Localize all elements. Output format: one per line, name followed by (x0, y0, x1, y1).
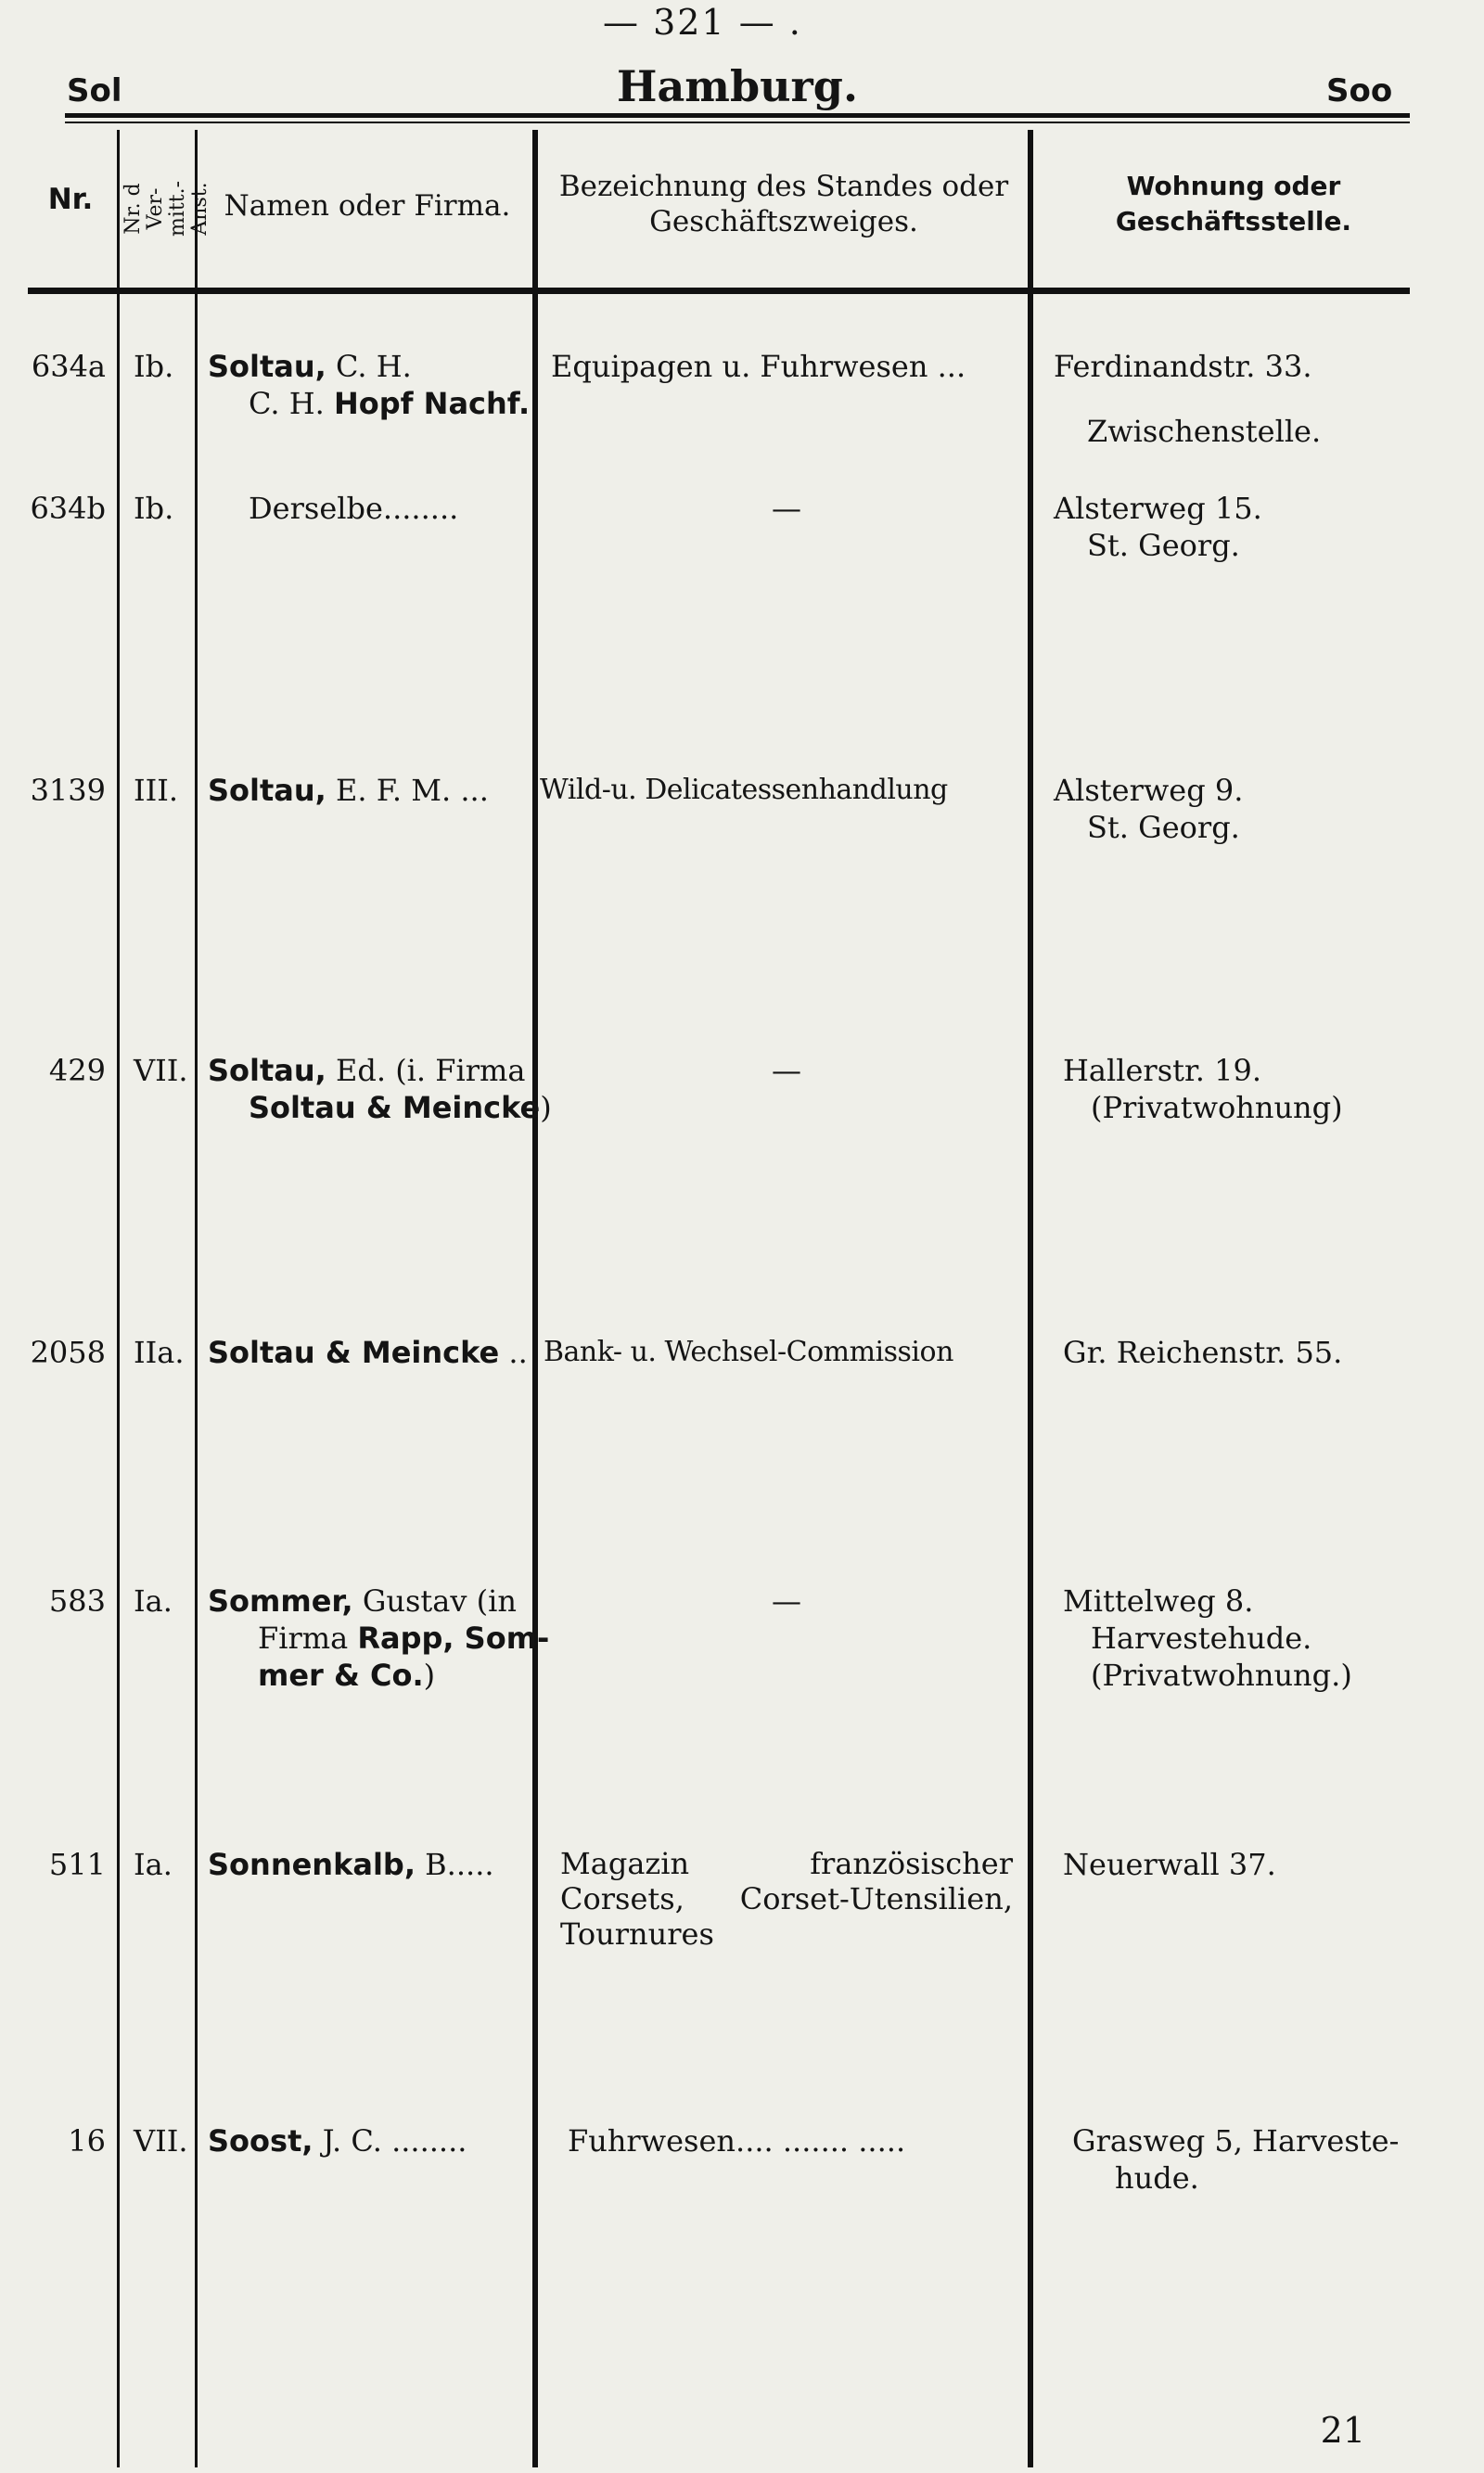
left-catchword: Sol (67, 72, 122, 109)
entry-name-rest: C. H. (326, 349, 412, 384)
column-header-vermitt-text: Nr. d Ver- mitt.-Anst. (122, 180, 211, 237)
column-divider-1 (117, 130, 120, 2467)
entry-wohnung-line2: (Privatwohnung) (1091, 1090, 1343, 1125)
entry-wohnung-line3: (Privatwohnung.) (1091, 1658, 1352, 1693)
entry-name-line2-plain: Firma (258, 1621, 358, 1656)
entry-anst: Ib. (134, 491, 174, 526)
entry-nr: 583 (48, 1583, 106, 1619)
entry-wohnung-line2: St. Georg. (1087, 528, 1240, 563)
entry-name-bold: Soost, (208, 2123, 313, 2159)
entry-name-bold: Sonnenkalb, (208, 1847, 416, 1882)
entry-name (208, 1846, 494, 1883)
entry-name-line3-plain: ) (423, 1658, 436, 1693)
entry-anst: IIa. (134, 1335, 185, 1370)
column-header-name: Namen oder Firma. (224, 189, 511, 223)
entry-anst: Ia. (134, 1847, 173, 1882)
header-bottom-rule (28, 288, 1410, 294)
entry-name (208, 1052, 525, 1089)
column-header-vermitt (122, 130, 211, 288)
column-header-wohnung: Wohnung oder Geschäftsstelle. (1115, 171, 1352, 237)
entry-name-rest: .. (499, 1335, 528, 1370)
entry-anst: VII. (134, 1053, 188, 1088)
entry-name-line2-bold: Hopf Nachf. (333, 386, 531, 421)
entry-stand: Fuhrwesen.... ....... ..... (568, 2123, 906, 2159)
column-divider-4 (1028, 130, 1033, 2467)
entry-nr: 16 (68, 2123, 106, 2159)
entry-stand: — (772, 1583, 801, 1619)
entry-name-line3-bold: mer & Co. (258, 1658, 424, 1693)
entry-name-line2-bold: Rapp, Som- (357, 1621, 550, 1656)
column-divider-2 (195, 130, 198, 2467)
entry-name-line2-bold: Soltau & Meincke (249, 1090, 541, 1125)
entry-anst: III. (134, 773, 179, 808)
entry-name-line2 (258, 1620, 549, 1657)
entry-anst: Ib. (134, 349, 174, 384)
entry-nr: 634b (30, 491, 106, 526)
entry-nr: 634a (31, 349, 106, 384)
entry-name-rest: B..... (415, 1847, 494, 1882)
entry-wohnung: Alsterweg 9. (1054, 773, 1244, 808)
right-catchword: Soo (1326, 72, 1393, 109)
entry-wohnung-line2: Harvestehude. (1091, 1621, 1312, 1656)
top-rule (65, 113, 1410, 118)
entry-wohnung: Ferdinandstr. 33. (1054, 349, 1312, 384)
entry-name-rest: J. C. ........ (313, 2123, 467, 2159)
entry-name-bold: Sommer, (208, 1583, 353, 1619)
entry-name (208, 2122, 467, 2159)
entry-nr: 3139 (30, 773, 106, 808)
city-title: Hamburg. (617, 61, 858, 111)
entry-name (208, 772, 489, 809)
column-divider-3 (532, 130, 538, 2467)
sheet-number: 21 (1320, 2410, 1365, 2451)
entry-name-line2 (249, 385, 530, 422)
entry-name-line2 (249, 1089, 552, 1126)
entry-wohnung-line2: hude. (1115, 2160, 1199, 2196)
entry-name (208, 1334, 528, 1371)
entry-stand: Equipagen u. Fuhrwesen ... (551, 349, 966, 384)
entry-name-bold: Soltau, (208, 349, 326, 384)
entry-nr: 2058 (30, 1335, 106, 1370)
page-number: — 321 — . (603, 2, 802, 43)
entry-name (208, 1582, 517, 1620)
entry-name-rest: Ed. (i. Firma (326, 1053, 526, 1088)
entry-name (208, 348, 412, 385)
entry-stand: Wild-u. Delicatessenhandlung (540, 774, 948, 806)
top-rule-thin (65, 122, 1410, 123)
entry-nr: 511 (48, 1847, 106, 1882)
entry-wohnung: Hallerstr. 19. (1063, 1053, 1261, 1088)
entry-stand: — (772, 1053, 801, 1088)
entry-name-bold: Soltau, (208, 1053, 326, 1088)
entry-wohnung: Alsterweg 15. (1054, 491, 1262, 526)
entry-stand: — (772, 491, 801, 526)
column-header-nr: Nr. (47, 183, 94, 216)
entry-name-line2-plain: C. H. (249, 386, 334, 421)
entry-name: Derselbe........ (249, 491, 459, 526)
column-header-stand: Bezeichnung des Standes oder Geschäftszweiges. (558, 170, 1009, 238)
entry-wohnung: Mittelweg 8. (1063, 1583, 1254, 1619)
entry-name-rest: Gustav (in (352, 1583, 517, 1619)
entry-stand: Magazin französischer Corsets, Corset-Utensilien, Tournures (560, 1846, 1013, 1952)
entry-anst: Ia. (134, 1583, 173, 1619)
entry-wohnung-line2: Zwischenstelle. (1087, 414, 1322, 449)
entry-nr: 429 (48, 1053, 106, 1088)
entry-wohnung: Grasweg 5, Harveste- (1072, 2123, 1400, 2159)
entry-name-line2-plain: ) (540, 1090, 552, 1125)
entry-name-line3 (258, 1657, 435, 1694)
entry-wohnung: Gr. Reichenstr. 55. (1063, 1335, 1343, 1370)
entry-anst: VII. (134, 2123, 188, 2159)
entry-wohnung-line2: St. Georg. (1087, 810, 1240, 845)
entry-name-rest: E. F. M. ... (326, 773, 489, 808)
entry-name-bold: Soltau & Meincke (208, 1335, 500, 1370)
entry-stand: Bank- u. Wechsel-Commission (544, 1336, 953, 1368)
entry-wohnung: Neuerwall 37. (1063, 1847, 1276, 1882)
entry-name-bold: Soltau, (208, 773, 326, 808)
